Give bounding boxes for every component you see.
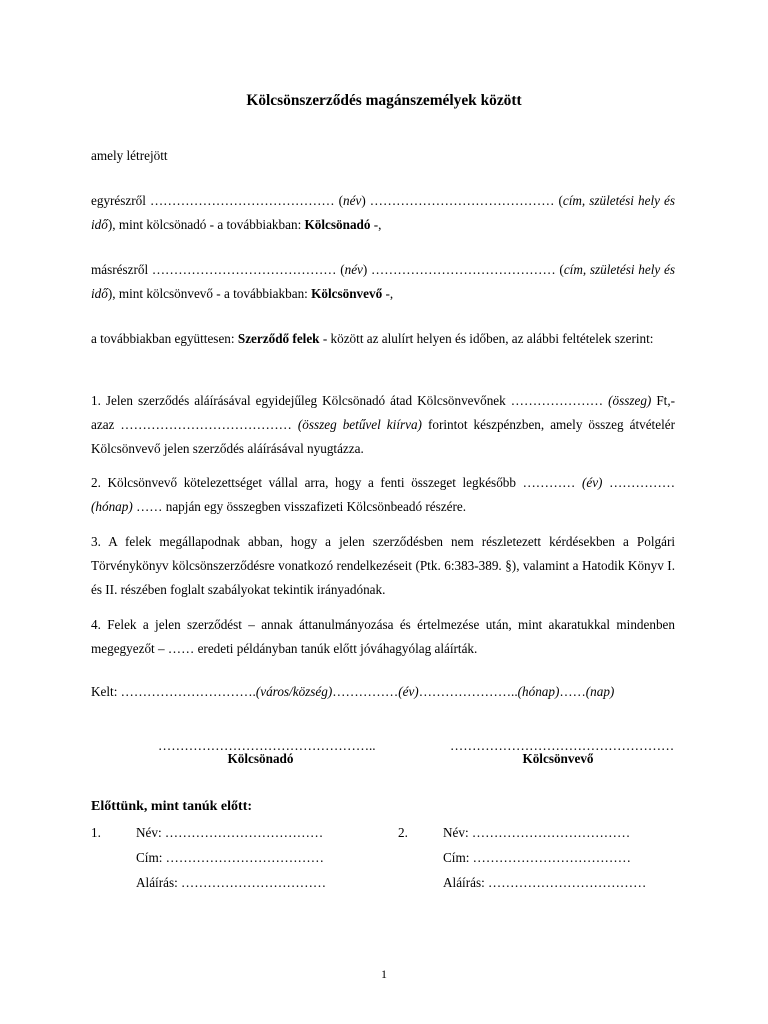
signature-line-lender: ………………………………………….. (158, 738, 376, 753)
clause-4: 4. Felek a jelen szerződést – annak áttanulmányozása és értelmezése után, mint akaratukkal mindenben megegyezőt – …… eredeti példányban tanúk előtt jóváhagyólag aláírták. (91, 617, 675, 656)
witness-1-number: 1. (91, 825, 101, 840)
intro-text: amely létrejött (91, 148, 168, 163)
signature-line-borrower: …………………………………………… (450, 738, 675, 753)
witnesses-title: Előttünk, mint tanúk előtt: (91, 799, 253, 814)
kelt-line: Kelt: ………………………….(város/község)……………(év)…………………..(hónap)……(nap) (91, 684, 615, 699)
witness-2-number: 2. (398, 825, 408, 840)
document-title: Kölcsönszerződés magánszemélyek között (246, 92, 522, 109)
witness-1-name: Név: ……………………………… (136, 825, 324, 840)
signature-label-borrower: Kölcsönvevő (522, 751, 594, 766)
clause-1: 1. Jelen szerződés aláírásával egyidejűleg Kölcsönadó átad Kölcsönvevőnek ………………… (összeg) Ft,- azaz ………………………………… (összeg betűvel kiírva) forintot készpénzben, amely összeg átvételér Kölcsönvevő jelen szerződés aláírásával nyugtázza. (91, 393, 676, 456)
clause-2: 2. Kölcsönvevő kötelezettséget vállal arra, hogy a fenti összeget legkésőbb ………… (év) …………… (hónap) …… napján egy összegben visszafizeti Kölcsönbeadó részére. (91, 475, 676, 514)
witness-1-signature: Aláírás: …………………………… (136, 875, 327, 890)
together-paragraph: a továbbiakban együttesen: Szerződő felek - között az alulírt helyen és időben, az alábbi feltételek szerint: (91, 331, 654, 346)
witness-2-address: Cím: ……………………………… (443, 850, 631, 865)
party2-paragraph: másrészről …………………………………… (név) …………………………………… (cím, születési hely és idő), mint kölcsönvevő - a továbbiakban: Kölcsönvevő -, (91, 262, 675, 301)
witness-2-signature: Aláírás: ……………………………… (443, 875, 647, 890)
witness-2-name: Név: ……………………………… (443, 825, 631, 840)
clause-3: 3. A felek megállapodnak abban, hogy a jelen szerződésben nem részletezett kérdésekben a Polgári Törvénykönyv kölcsönszerződésre vonatkozó rendelkezéseit (Ptk. 6:383-389. §), valamint a Hatodik Könyv I. és II. részében foglalt szabályokat tekintik irányadónak. (91, 534, 675, 597)
signature-label-lender: Kölcsönadó (227, 751, 294, 766)
page-number: 1 (381, 967, 387, 981)
party1-paragraph: egyrészről …………………………………… (név) …………………………………… (cím, születési hely és idő), mint kölcsönadó - a továbbiakban: Kölcsönadó -, (91, 193, 675, 232)
witness-1-address: Cím: ……………………………… (136, 850, 324, 865)
